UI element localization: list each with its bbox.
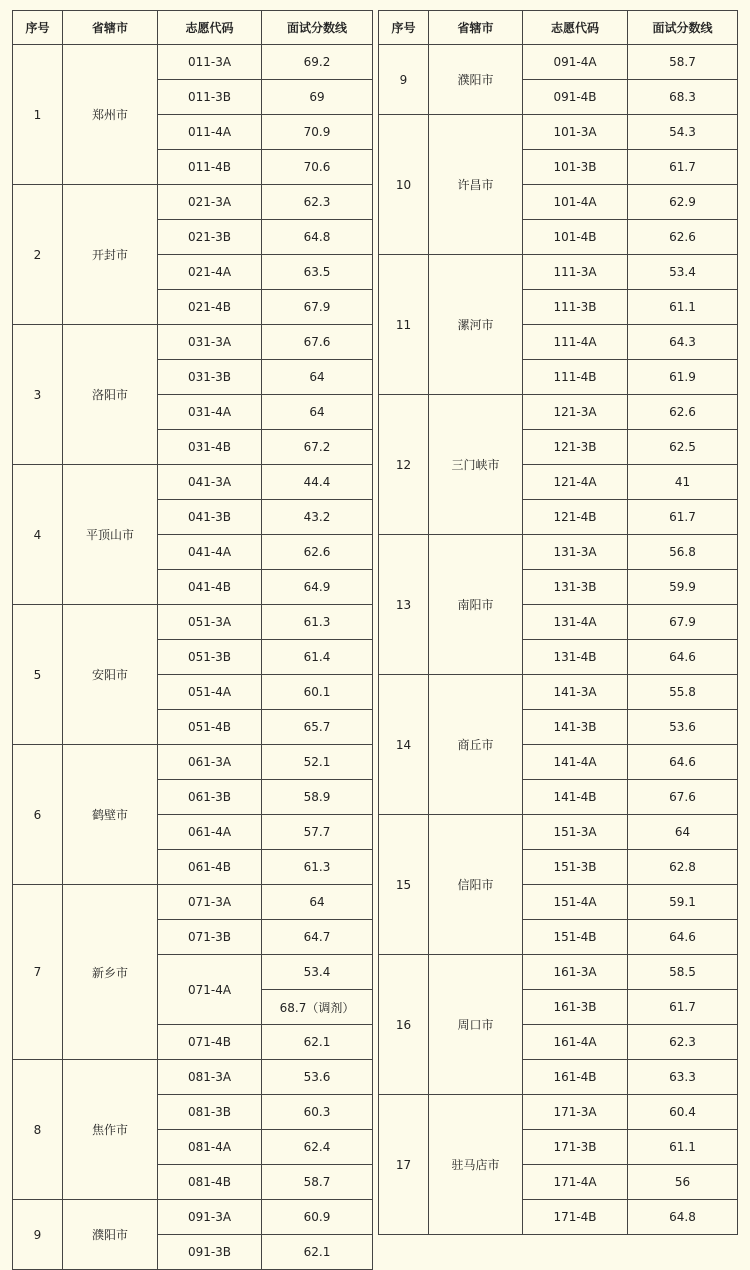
city-name: 濮阳市 <box>429 45 523 115</box>
table-row <box>379 115 738 150</box>
score-table-right <box>378 10 738 1235</box>
volunteer-code: 151-3A <box>523 815 628 850</box>
score-line: 53.4 <box>262 955 373 990</box>
table-row <box>13 325 373 360</box>
row-number: 4 <box>13 465 63 605</box>
volunteer-code: 061-3B <box>158 780 262 815</box>
score-line: 53.6 <box>262 1060 373 1095</box>
volunteer-code: 161-4B <box>523 1060 628 1095</box>
volunteer-code: 031-4A <box>158 395 262 430</box>
volunteer-code: 011-3B <box>158 80 262 115</box>
score-line: 65.7 <box>262 710 373 745</box>
score-table-left <box>12 10 373 1270</box>
volunteer-code: 041-3B <box>158 500 262 535</box>
header-code: 志愿代码 <box>523 11 628 45</box>
score-line: 57.7 <box>262 815 373 850</box>
row-number: 5 <box>13 605 63 745</box>
volunteer-code: 091-4A <box>523 45 628 80</box>
city-name: 商丘市 <box>429 675 523 815</box>
score-line: 62.5 <box>628 430 738 465</box>
volunteer-code: 051-4A <box>158 675 262 710</box>
volunteer-code: 111-4A <box>523 325 628 360</box>
volunteer-code: 151-4A <box>523 885 628 920</box>
table-row <box>13 45 373 80</box>
city-name: 新乡市 <box>63 885 158 1060</box>
score-line: 64.9 <box>262 570 373 605</box>
row-number: 11 <box>379 255 429 395</box>
volunteer-code: 161-3A <box>523 955 628 990</box>
table-row <box>379 675 738 710</box>
score-line: 62.6 <box>628 220 738 255</box>
score-line: 64.8 <box>628 1200 738 1235</box>
volunteer-code: 091-3B <box>158 1235 262 1270</box>
score-line: 61.3 <box>262 605 373 640</box>
city-name: 安阳市 <box>63 605 158 745</box>
volunteer-code: 051-3B <box>158 640 262 675</box>
volunteer-code: 021-3A <box>158 185 262 220</box>
volunteer-code: 091-4B <box>523 80 628 115</box>
score-line: 68.7（调剂） <box>262 990 373 1025</box>
volunteer-code: 011-4A <box>158 115 262 150</box>
volunteer-code: 131-3A <box>523 535 628 570</box>
score-line: 58.5 <box>628 955 738 990</box>
volunteer-code: 141-3B <box>523 710 628 745</box>
header-no: 序号 <box>379 11 429 45</box>
row-number: 6 <box>13 745 63 885</box>
row-number: 12 <box>379 395 429 535</box>
table-row <box>379 255 738 290</box>
score-line: 64.7 <box>262 920 373 955</box>
score-line: 61.7 <box>628 500 738 535</box>
score-line: 44.4 <box>262 465 373 500</box>
table-row <box>379 815 738 850</box>
score-line: 64.6 <box>628 640 738 675</box>
volunteer-code: 121-4A <box>523 465 628 500</box>
city-name: 鹤壁市 <box>63 745 158 885</box>
volunteer-code: 041-4B <box>158 570 262 605</box>
score-line: 60.3 <box>262 1095 373 1130</box>
volunteer-code: 161-3B <box>523 990 628 1025</box>
volunteer-code: 051-4B <box>158 710 262 745</box>
volunteer-code: 091-3A <box>158 1200 262 1235</box>
table-row <box>13 745 373 780</box>
score-line: 52.1 <box>262 745 373 780</box>
volunteer-code: 081-4A <box>158 1130 262 1165</box>
score-line: 62.6 <box>628 395 738 430</box>
score-line: 64.6 <box>628 920 738 955</box>
volunteer-code: 071-3B <box>158 920 262 955</box>
score-line: 60.1 <box>262 675 373 710</box>
row-number: 3 <box>13 325 63 465</box>
score-line: 58.7 <box>262 1165 373 1200</box>
row-number: 9 <box>13 1200 63 1270</box>
table-row <box>13 1060 373 1095</box>
score-line: 56.8 <box>628 535 738 570</box>
row-number: 7 <box>13 885 63 1060</box>
volunteer-code: 171-4B <box>523 1200 628 1235</box>
table-row <box>379 535 738 570</box>
row-number: 15 <box>379 815 429 955</box>
volunteer-code: 141-4A <box>523 745 628 780</box>
table-row <box>13 885 373 920</box>
volunteer-code: 081-3B <box>158 1095 262 1130</box>
score-line: 62.1 <box>262 1025 373 1060</box>
table-row <box>379 395 738 430</box>
score-line: 61.1 <box>628 290 738 325</box>
volunteer-code: 131-4A <box>523 605 628 640</box>
row-number: 2 <box>13 185 63 325</box>
city-name: 南阳市 <box>429 535 523 675</box>
score-line: 55.8 <box>628 675 738 710</box>
volunteer-code: 081-4B <box>158 1165 262 1200</box>
volunteer-code: 171-4A <box>523 1165 628 1200</box>
score-line: 64 <box>628 815 738 850</box>
city-name: 许昌市 <box>429 115 523 255</box>
volunteer-code: 031-4B <box>158 430 262 465</box>
city-name: 漯河市 <box>429 255 523 395</box>
volunteer-code: 141-3A <box>523 675 628 710</box>
volunteer-code: 151-3B <box>523 850 628 885</box>
score-line: 62.3 <box>628 1025 738 1060</box>
table-row <box>13 1200 373 1235</box>
volunteer-code: 101-4B <box>523 220 628 255</box>
score-line: 62.3 <box>262 185 373 220</box>
row-number: 1 <box>13 45 63 185</box>
score-line: 61.7 <box>628 150 738 185</box>
score-line: 64 <box>262 395 373 430</box>
score-line: 67.9 <box>628 605 738 640</box>
volunteer-code: 051-3A <box>158 605 262 640</box>
volunteer-code: 121-4B <box>523 500 628 535</box>
header-score: 面试分数线 <box>628 11 738 45</box>
volunteer-code: 121-3A <box>523 395 628 430</box>
volunteer-code: 021-4B <box>158 290 262 325</box>
row-number: 13 <box>379 535 429 675</box>
header-city: 省辖市 <box>63 11 158 45</box>
volunteer-code: 101-3B <box>523 150 628 185</box>
volunteer-code: 171-3A <box>523 1095 628 1130</box>
score-line: 58.9 <box>262 780 373 815</box>
volunteer-code: 151-4B <box>523 920 628 955</box>
volunteer-code: 111-4B <box>523 360 628 395</box>
score-line: 60.9 <box>262 1200 373 1235</box>
volunteer-code: 031-3B <box>158 360 262 395</box>
score-line: 61.4 <box>262 640 373 675</box>
score-line: 69.2 <box>262 45 373 80</box>
header-no: 序号 <box>13 11 63 45</box>
score-line: 62.8 <box>628 850 738 885</box>
volunteer-code: 111-3B <box>523 290 628 325</box>
score-line: 63.5 <box>262 255 373 290</box>
score-line: 61.7 <box>628 990 738 1025</box>
table-row <box>379 45 738 80</box>
volunteer-code: 041-4A <box>158 535 262 570</box>
city-name: 开封市 <box>63 185 158 325</box>
volunteer-code: 021-4A <box>158 255 262 290</box>
score-line: 70.9 <box>262 115 373 150</box>
volunteer-code: 121-3B <box>523 430 628 465</box>
score-line: 53.4 <box>628 255 738 290</box>
score-line: 68.3 <box>628 80 738 115</box>
city-name: 平顶山市 <box>63 465 158 605</box>
city-name: 濮阳市 <box>63 1200 158 1270</box>
score-line: 60.4 <box>628 1095 738 1130</box>
row-number: 9 <box>379 45 429 115</box>
score-line: 69 <box>262 80 373 115</box>
header-row <box>379 11 738 45</box>
header-city: 省辖市 <box>429 11 523 45</box>
volunteer-code: 031-3A <box>158 325 262 360</box>
volunteer-code: 071-3A <box>158 885 262 920</box>
city-name: 焦作市 <box>63 1060 158 1200</box>
score-line: 59.1 <box>628 885 738 920</box>
score-line: 64.3 <box>628 325 738 360</box>
volunteer-code: 081-3A <box>158 1060 262 1095</box>
score-line: 67.6 <box>628 780 738 815</box>
score-line: 53.6 <box>628 710 738 745</box>
volunteer-code: 011-4B <box>158 150 262 185</box>
header-code: 志愿代码 <box>158 11 262 45</box>
volunteer-code: 101-3A <box>523 115 628 150</box>
volunteer-code: 071-4A <box>158 955 262 1025</box>
score-line: 62.4 <box>262 1130 373 1165</box>
header-row <box>13 11 373 45</box>
score-line: 54.3 <box>628 115 738 150</box>
city-name: 三门峡市 <box>429 395 523 535</box>
volunteer-code: 061-4B <box>158 850 262 885</box>
score-line: 63.3 <box>628 1060 738 1095</box>
volunteer-code: 021-3B <box>158 220 262 255</box>
city-name: 信阳市 <box>429 815 523 955</box>
row-number: 10 <box>379 115 429 255</box>
city-name: 洛阳市 <box>63 325 158 465</box>
volunteer-code: 061-4A <box>158 815 262 850</box>
volunteer-code: 011-3A <box>158 45 262 80</box>
volunteer-code: 101-4A <box>523 185 628 220</box>
city-name: 郑州市 <box>63 45 158 185</box>
row-number: 17 <box>379 1095 429 1235</box>
score-line: 62.6 <box>262 535 373 570</box>
volunteer-code: 061-3A <box>158 745 262 780</box>
score-line: 58.7 <box>628 45 738 80</box>
table-row <box>379 955 738 990</box>
row-number: 14 <box>379 675 429 815</box>
volunteer-code: 041-3A <box>158 465 262 500</box>
volunteer-code: 171-3B <box>523 1130 628 1165</box>
score-line: 64 <box>262 360 373 395</box>
city-name: 驻马店市 <box>429 1095 523 1235</box>
table-row <box>13 465 373 500</box>
header-score: 面试分数线 <box>262 11 373 45</box>
score-line: 59.9 <box>628 570 738 605</box>
score-line: 56 <box>628 1165 738 1200</box>
row-number: 8 <box>13 1060 63 1200</box>
table-row <box>13 605 373 640</box>
score-line: 61.9 <box>628 360 738 395</box>
score-line: 64.6 <box>628 745 738 780</box>
score-line: 41 <box>628 465 738 500</box>
score-line: 61.3 <box>262 850 373 885</box>
volunteer-code: 161-4A <box>523 1025 628 1060</box>
volunteer-code: 141-4B <box>523 780 628 815</box>
score-line: 67.6 <box>262 325 373 360</box>
table-row <box>379 1095 738 1130</box>
score-line: 64.8 <box>262 220 373 255</box>
score-line: 62.9 <box>628 185 738 220</box>
volunteer-code: 131-4B <box>523 640 628 675</box>
score-line: 64 <box>262 885 373 920</box>
score-line: 62.1 <box>262 1235 373 1270</box>
score-line: 67.9 <box>262 290 373 325</box>
city-name: 周口市 <box>429 955 523 1095</box>
row-number: 16 <box>379 955 429 1095</box>
volunteer-code: 071-4B <box>158 1025 262 1060</box>
score-line: 61.1 <box>628 1130 738 1165</box>
table-row <box>13 185 373 220</box>
score-line: 67.2 <box>262 430 373 465</box>
score-line: 43.2 <box>262 500 373 535</box>
volunteer-code: 111-3A <box>523 255 628 290</box>
volunteer-code: 131-3B <box>523 570 628 605</box>
score-line: 70.6 <box>262 150 373 185</box>
